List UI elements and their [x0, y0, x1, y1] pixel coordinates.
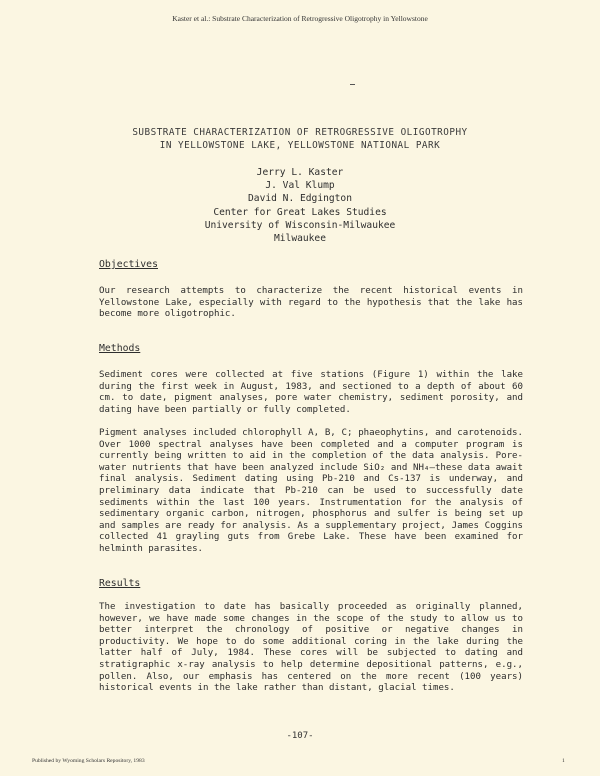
methods-paragraph-2: Pigment analyses included chlorophyll A, B, C; phaeophytins, and carotenoids. Over 1000 spectral analyses have been completed and a computer program is currently being written to aid in the completion of the data analysis. Pore-water nutrients that have been analyzed include SiO₂ and NH₄—these data await final analysis. Sediment dating using Pb-210 and Cs-137 is underway, and preliminary data indicate that Pb-210 can be used to successfully date sediments within the last 100 years. Instrumentation for the analysis of sedimentary organic carbon, nitrogen, phosphorus and sulfer is being set up and samples are ready for analysis. As a supplementary project, James Coggins collected 41 grayling guts from Grebe Lake. These have been examined for helminth parasites. [99, 428, 523, 554]
objectives-paragraph: Our research attempts to characterize the recent historical events in Yellowstone Lake, especially with regard to the hypothesis that the lake has become more oligotrophic. [99, 286, 523, 320]
affiliation-line: Center for Great Lakes Studies [213, 206, 387, 218]
title-line-1: SUBSTRATE CHARACTERIZATION OF RETROGRESSIVE OLIGOTROPHY [132, 127, 468, 138]
sheet-number: 1 [562, 758, 565, 764]
results-paragraph: The investigation to date has basically proceeded as originally planned, however, we have made some changes in the scope of the study to allow us to better interpret the chronology of positive or negative changes in productivity. We hope to do some additional coring in the lake during the latter half of July, 1984. These cores will be subjected to dating and stratigraphic x-ray analysis to help determine depositional patterns, e.g., pollen. Also, our emphasis has centered on the more recent (100 years) historical events in the lake rather than distant, glacial times. [99, 602, 523, 694]
author-line: J. Val Klump [265, 180, 335, 192]
methods-paragraph-1: Sediment cores were collected at five stations (Figure 1) within the lake during the first week in August, 1983, and sectioned to a depth of about 60 cm. to date, pigment analyses, pore water chemistry, sediment porosity, and dating have been partially or fully completed. [99, 370, 523, 415]
affiliation-line: University of Wisconsin-Milwaukee [204, 219, 396, 231]
author-line: David N. Edgington [248, 193, 352, 205]
paper-title [0, 126, 600, 152]
results-heading: Results [99, 578, 141, 589]
affiliation-line: Milwaukee [274, 233, 326, 245]
running-head: Kaster et al.: Substrate Characterization of Retrogressive Oligotrophy in Yellowstone [172, 14, 428, 23]
page-number: -107- [286, 731, 314, 741]
stray-mark [350, 84, 355, 85]
publisher-footer: Published by Wyoming Scholars Repository, 1983 [32, 758, 145, 764]
author-line: Jerry L. Kaster [256, 167, 344, 178]
author-block [0, 166, 600, 245]
methods-heading: Methods [99, 343, 141, 354]
objectives-heading: Objectives [99, 259, 158, 270]
title-line-2: IN YELLOWSTONE LAKE, YELLOWSTONE NATIONAL PARK [159, 140, 441, 151]
